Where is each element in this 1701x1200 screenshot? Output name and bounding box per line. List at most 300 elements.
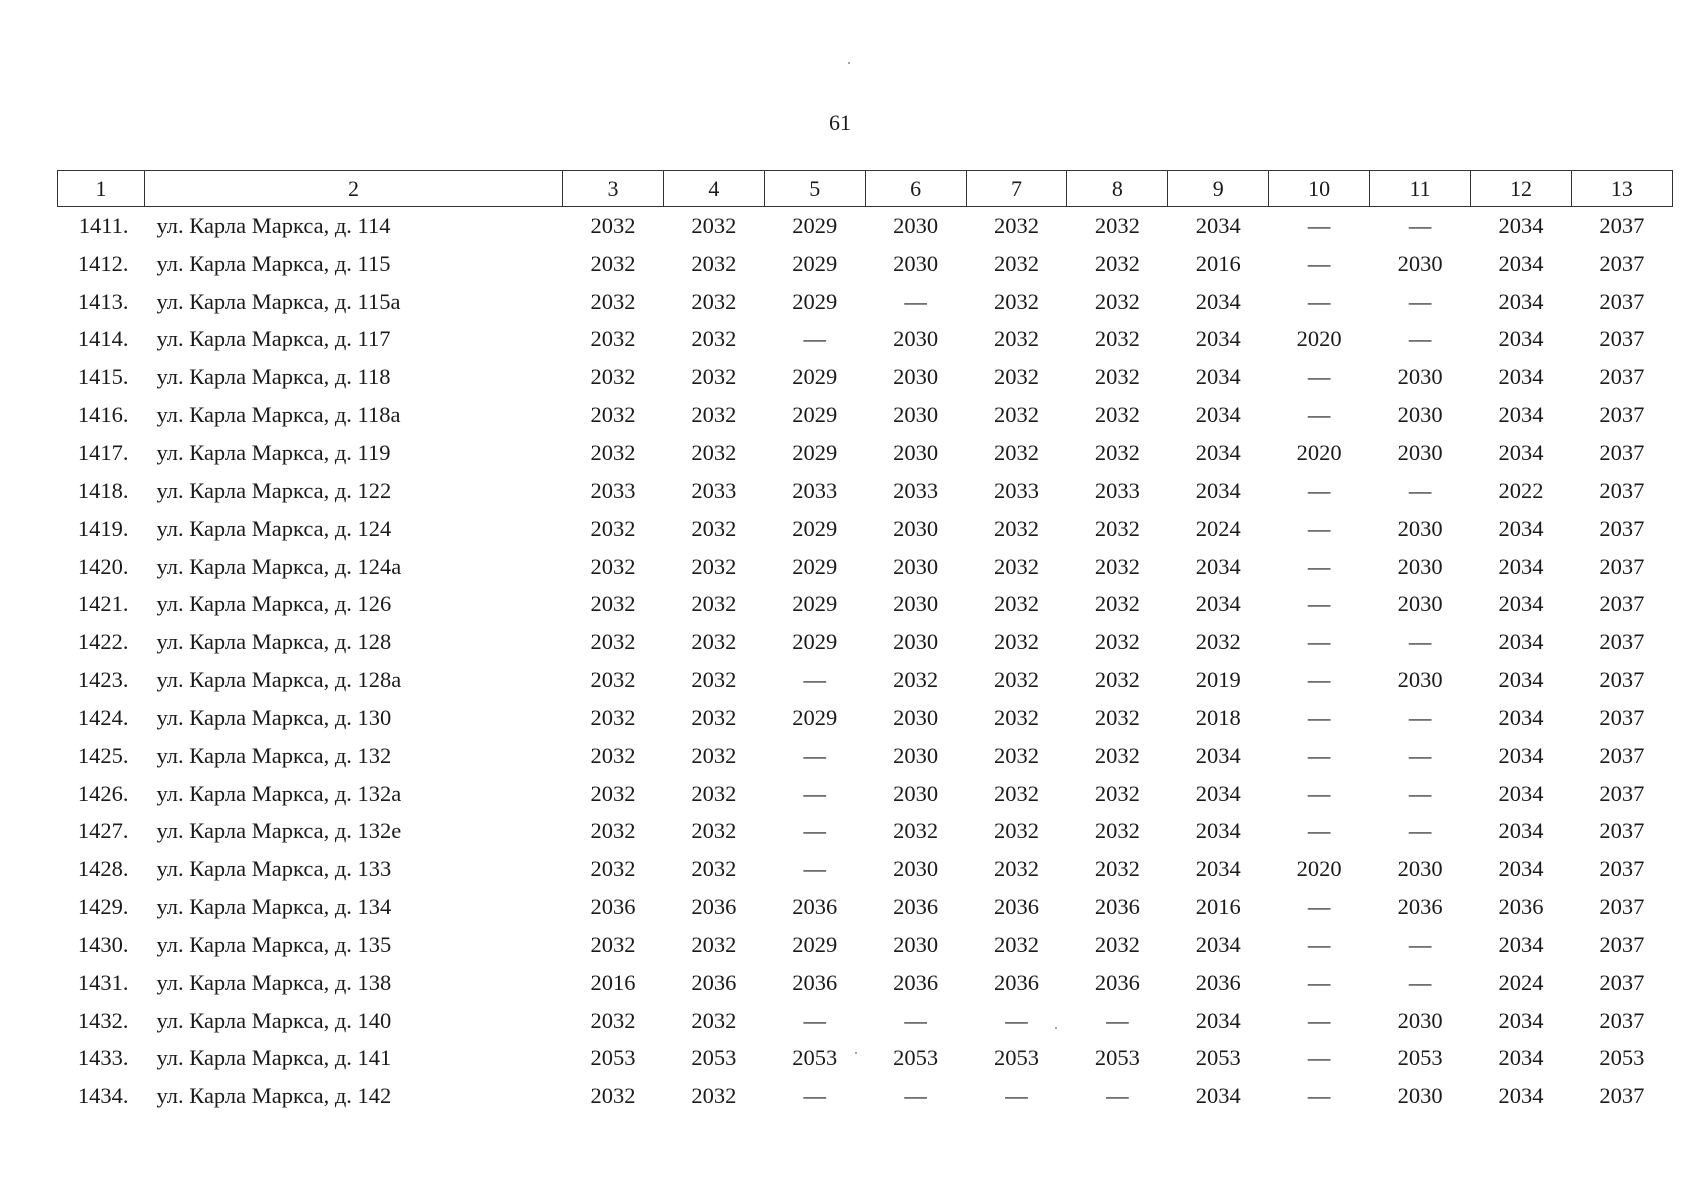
row-year-cell: 2036	[1195, 969, 1241, 995]
row-year-cell: 2032	[691, 364, 737, 390]
table-row	[58, 472, 1673, 510]
row-year-cell: 2034	[1498, 1007, 1544, 1033]
row-year-cell: —	[1408, 780, 1432, 806]
row-year-cell: 2034	[1498, 856, 1544, 882]
row-year-cell: 2032	[994, 856, 1039, 882]
row-year-cell: —	[803, 1083, 826, 1109]
row-year-cell: 2029	[792, 212, 838, 238]
row-number: 1423.	[77, 667, 129, 693]
table-row	[58, 396, 1673, 434]
row-year-cell: 2030	[893, 553, 939, 579]
row-year-cell: —	[1307, 250, 1331, 276]
row-year-cell: 2032	[691, 553, 737, 579]
row-year-cell: 2032	[994, 515, 1039, 541]
row-year-cell: 2029	[792, 515, 838, 541]
row-year-cell: 2024	[1498, 969, 1544, 995]
row-year-cell: —	[1005, 1007, 1028, 1033]
row-number: 1425.	[77, 742, 129, 768]
row-year-cell: —	[1307, 364, 1331, 390]
schedule-table	[57, 170, 1673, 1115]
row-number: 1411.	[78, 212, 129, 238]
column-header: 8	[1067, 171, 1168, 207]
row-year-cell: 2037	[1599, 742, 1645, 768]
row-address: ул. Карла Маркса, д. 141	[156, 1045, 392, 1071]
row-year-cell: 2034	[1195, 1083, 1241, 1109]
row-year-cell: 2034	[1498, 780, 1544, 806]
row-year-cell: 2036	[893, 969, 939, 995]
row-year-cell: —	[1307, 591, 1331, 617]
row-year-cell: 2030	[893, 212, 939, 238]
row-year-cell: 2032	[1094, 402, 1140, 428]
table-row	[58, 1040, 1673, 1078]
row-year-cell: 2032	[590, 742, 636, 768]
row-year-cell: 2034	[1498, 591, 1544, 617]
row-year-cell: 2032	[1094, 931, 1140, 957]
row-year-cell: 2053	[691, 1045, 737, 1071]
table-row	[58, 1077, 1673, 1115]
row-year-cell: 2032	[691, 629, 737, 655]
row-year-cell: —	[1408, 477, 1432, 503]
table-header-row	[58, 171, 1673, 207]
row-year-cell: 2037	[1599, 288, 1645, 314]
row-year-cell: 2036	[1094, 969, 1140, 995]
row-year-cell: 2032	[590, 326, 636, 352]
row-address: ул. Карла Маркса, д. 142	[156, 1083, 392, 1109]
row-year-cell: —	[1307, 553, 1331, 579]
row-year-cell: 2030	[1397, 667, 1443, 693]
row-year-cell: 2032	[691, 1083, 737, 1109]
row-year-cell: 2032	[691, 780, 737, 806]
row-year-cell: 2033	[792, 477, 838, 503]
row-year-cell: 2053	[1397, 1045, 1443, 1071]
row-year-cell: 2034	[1498, 439, 1544, 465]
row-year-cell: —	[1408, 326, 1432, 352]
scan-speck	[1055, 1027, 1057, 1029]
row-address: ул. Карла Маркса, д. 132а	[156, 780, 402, 806]
row-year-cell: 2032	[994, 553, 1039, 579]
row-number: 1427.	[77, 818, 129, 844]
row-year-cell: 2030	[1397, 250, 1443, 276]
row-year-cell: 2032	[1094, 629, 1140, 655]
row-year-cell: 2032	[893, 818, 939, 844]
row-year-cell: 2036	[994, 969, 1039, 995]
row-year-cell: 2032	[994, 704, 1039, 730]
row-year-cell: 2032	[691, 856, 737, 882]
row-year-cell: 2037	[1599, 818, 1645, 844]
row-year-cell: 2032	[590, 515, 636, 541]
table-row	[58, 775, 1673, 813]
table-row	[58, 434, 1673, 472]
row-year-cell: 2032	[994, 667, 1039, 693]
row-year-cell: 2037	[1599, 250, 1645, 276]
row-year-cell: 2053	[1195, 1045, 1241, 1071]
row-year-cell: 2034	[1498, 629, 1544, 655]
row-year-cell: 2037	[1599, 780, 1645, 806]
row-year-cell: 2032	[994, 818, 1039, 844]
row-year-cell: 2020	[1296, 856, 1342, 882]
row-year-cell: —	[1307, 969, 1331, 995]
row-year-cell: 2036	[691, 969, 737, 995]
row-number: 1417.	[77, 439, 129, 465]
row-year-cell: 2034	[1498, 402, 1544, 428]
row-year-cell: —	[803, 780, 826, 806]
row-address: ул. Карла Маркса, д. 140	[156, 1007, 392, 1033]
table-row	[58, 321, 1673, 359]
row-year-cell: 2033	[1094, 477, 1140, 503]
row-year-cell: 2037	[1599, 629, 1645, 655]
table-row	[58, 245, 1673, 283]
row-year-cell: 2034	[1195, 212, 1241, 238]
column-header: 5	[764, 171, 865, 207]
row-number: 1429.	[77, 894, 129, 920]
row-year-cell: 2032	[1094, 704, 1140, 730]
row-address: ул. Карла Маркса, д. 135	[156, 931, 392, 957]
row-number: 1428.	[77, 856, 129, 882]
row-year-cell: 2032	[994, 591, 1039, 617]
row-year-cell: 2029	[792, 402, 838, 428]
row-year-cell: 2032	[590, 667, 636, 693]
row-year-cell: 2032	[1094, 553, 1140, 579]
row-year-cell: —	[1307, 212, 1331, 238]
row-year-cell: 2032	[590, 931, 636, 957]
row-address: ул. Карла Маркса, д. 134	[156, 894, 392, 920]
row-year-cell: 2037	[1599, 402, 1645, 428]
row-year-cell: 2037	[1599, 969, 1645, 995]
row-number: 1431.	[77, 969, 129, 995]
row-year-cell: 2030	[893, 364, 939, 390]
row-year-cell: 2037	[1599, 553, 1645, 579]
row-year-cell: 2034	[1195, 477, 1241, 503]
row-address: ул. Карла Маркса, д. 115	[156, 250, 391, 276]
row-year-cell: —	[1408, 931, 1432, 957]
row-year-cell: —	[1307, 894, 1331, 920]
row-year-cell: 2037	[1599, 477, 1645, 503]
row-year-cell: 2053	[792, 1045, 838, 1071]
row-number: 1430.	[77, 931, 129, 957]
row-year-cell: 2034	[1498, 515, 1544, 541]
row-year-cell: —	[803, 326, 826, 352]
row-year-cell: 2019	[1195, 667, 1241, 693]
row-year-cell: 2034	[1195, 931, 1241, 957]
row-address: ул. Карла Маркса, д. 138	[156, 969, 392, 995]
row-number: 1434.	[77, 1083, 129, 1109]
row-year-cell: —	[803, 667, 826, 693]
row-address: ул. Карла Маркса, д. 126	[156, 591, 392, 617]
row-year-cell: 2032	[590, 1007, 636, 1033]
column-header: 2	[145, 171, 563, 207]
row-year-cell: 2032	[691, 402, 737, 428]
row-year-cell: 2030	[893, 591, 939, 617]
row-address: ул. Карла Маркса, д. 117	[156, 326, 391, 352]
column-header: 10	[1269, 171, 1370, 207]
row-year-cell: 2032	[1094, 742, 1140, 768]
row-number: 1416.	[77, 402, 129, 428]
row-year-cell: 2053	[590, 1045, 636, 1071]
row-year-cell: 2032	[691, 212, 737, 238]
row-year-cell: 2034	[1195, 326, 1241, 352]
row-year-cell: 2034	[1498, 288, 1544, 314]
row-year-cell: —	[1307, 402, 1331, 428]
row-year-cell: 2032	[691, 515, 737, 541]
row-year-cell: 2033	[994, 477, 1039, 503]
row-year-cell: —	[1307, 780, 1331, 806]
row-year-cell: —	[1307, 667, 1331, 693]
row-address: ул. Карла Маркса, д. 132е	[156, 818, 402, 844]
row-year-cell: 2037	[1599, 591, 1645, 617]
page-number: 61	[829, 110, 851, 135]
column-header: 13	[1571, 171, 1672, 207]
row-address: ул. Карла Маркса, д. 128	[156, 629, 392, 655]
row-address: ул. Карла Маркса, д. 133	[156, 856, 392, 882]
row-year-cell: 2030	[1397, 1083, 1443, 1109]
row-year-cell: 2033	[691, 477, 737, 503]
row-year-cell: 2029	[792, 250, 838, 276]
row-year-cell: 2032	[590, 553, 636, 579]
row-year-cell: 2032	[1094, 288, 1140, 314]
table-row	[58, 661, 1673, 699]
row-year-cell: 2030	[893, 704, 939, 730]
row-number: 1420.	[77, 553, 129, 579]
row-address: ул. Карла Маркса, д. 128а	[156, 667, 402, 693]
row-year-cell: 2032	[994, 931, 1039, 957]
row-year-cell: 2030	[1397, 553, 1443, 579]
row-address: ул. Карла Маркса, д. 115а	[156, 288, 401, 314]
row-address: ул. Карла Маркса, д. 118а	[156, 402, 401, 428]
row-year-cell: —	[1307, 288, 1331, 314]
column-header: 11	[1370, 171, 1471, 207]
row-year-cell: 2037	[1599, 931, 1645, 957]
row-year-cell: 2029	[792, 629, 838, 655]
row-year-cell: 2032	[1094, 591, 1140, 617]
row-address: ул. Карла Маркса, д. 119	[156, 439, 391, 465]
row-year-cell: 2037	[1599, 364, 1645, 390]
column-header: 6	[865, 171, 966, 207]
row-year-cell: 2032	[691, 326, 737, 352]
row-year-cell: 2033	[590, 477, 636, 503]
row-year-cell: —	[803, 818, 826, 844]
row-year-cell: 2032	[994, 402, 1039, 428]
table-row	[58, 207, 1673, 245]
row-year-cell: —	[803, 1007, 826, 1033]
row-number: 1422.	[77, 629, 129, 655]
row-year-cell: 2032	[691, 439, 737, 465]
row-year-cell: 2036	[792, 969, 838, 995]
row-number: 1419.	[77, 515, 129, 541]
row-year-cell: 2037	[1599, 212, 1645, 238]
table-row	[58, 888, 1673, 926]
row-number: 1414.	[77, 326, 129, 352]
row-year-cell: 2032	[1094, 326, 1140, 352]
row-year-cell: 2034	[1498, 1045, 1544, 1071]
row-year-cell: 2032	[590, 856, 636, 882]
row-year-cell: 2032	[590, 1083, 636, 1109]
row-year-cell: 2032	[893, 667, 939, 693]
row-year-cell: 2032	[994, 250, 1039, 276]
row-year-cell: 2029	[792, 931, 838, 957]
row-year-cell: 2030	[1397, 515, 1443, 541]
row-year-cell: 2034	[1195, 553, 1241, 579]
row-year-cell: —	[1307, 1007, 1331, 1033]
row-year-cell: 2032	[590, 402, 636, 428]
table-row	[58, 1002, 1673, 1040]
row-year-cell: 2032	[691, 591, 737, 617]
row-year-cell: 2032	[590, 629, 636, 655]
row-year-cell: 2030	[893, 250, 939, 276]
column-header: 7	[966, 171, 1067, 207]
row-year-cell: 2034	[1498, 553, 1544, 579]
row-year-cell: 2029	[792, 288, 838, 314]
row-year-cell: 2036	[792, 894, 838, 920]
row-year-cell: 2030	[1397, 856, 1443, 882]
row-year-cell: 2032	[590, 439, 636, 465]
row-year-cell: 2032	[994, 742, 1039, 768]
row-year-cell: 2032	[691, 704, 737, 730]
row-year-cell: 2036	[893, 894, 939, 920]
row-year-cell: 2053	[994, 1045, 1039, 1071]
row-year-cell: —	[1408, 629, 1432, 655]
table-row	[58, 964, 1673, 1002]
row-year-cell: 2036	[994, 894, 1039, 920]
scan-speck	[855, 1052, 857, 1054]
table-row	[58, 737, 1673, 775]
row-year-cell: 2032	[691, 288, 737, 314]
row-year-cell: 2034	[1498, 742, 1544, 768]
row-year-cell: 2053	[1094, 1045, 1140, 1071]
row-year-cell: 2032	[590, 288, 636, 314]
column-header: 3	[563, 171, 664, 207]
row-number: 1412.	[77, 250, 129, 276]
row-year-cell: 2032	[590, 704, 636, 730]
row-year-cell: 2034	[1195, 439, 1241, 465]
row-year-cell: 2034	[1195, 780, 1241, 806]
row-address: ул. Карла Маркса, д. 132	[156, 742, 392, 768]
row-year-cell: 2020	[1296, 439, 1342, 465]
row-year-cell: 2034	[1498, 704, 1544, 730]
row-year-cell: 2034	[1195, 591, 1241, 617]
row-year-cell: 2032	[1094, 439, 1140, 465]
row-year-cell: —	[1005, 1083, 1028, 1109]
row-year-cell: 2029	[792, 591, 838, 617]
row-year-cell: 2036	[1094, 894, 1140, 920]
row-year-cell: —	[1408, 704, 1432, 730]
row-year-cell: 2032	[691, 250, 737, 276]
row-year-cell: 2016	[1195, 894, 1241, 920]
row-year-cell: —	[1408, 969, 1432, 995]
row-year-cell: 2034	[1498, 1083, 1544, 1109]
row-year-cell: 2034	[1498, 667, 1544, 693]
row-number: 1418.	[77, 477, 129, 503]
row-year-cell: 2037	[1599, 439, 1645, 465]
row-year-cell: 2034	[1498, 250, 1544, 276]
row-year-cell: —	[1307, 742, 1331, 768]
row-year-cell: —	[1307, 704, 1331, 730]
row-year-cell: 2032	[590, 212, 636, 238]
row-year-cell: 2020	[1296, 326, 1342, 352]
row-year-cell: 2030	[893, 856, 939, 882]
table-row	[58, 813, 1673, 851]
row-number: 1424.	[77, 704, 129, 730]
row-number: 1426.	[77, 780, 129, 806]
row-number: 1413.	[77, 288, 129, 314]
row-year-cell: —	[1307, 629, 1331, 655]
column-header: 4	[663, 171, 764, 207]
row-year-cell: 2032	[590, 818, 636, 844]
row-year-cell: 2032	[994, 288, 1039, 314]
row-year-cell: —	[803, 856, 826, 882]
row-year-cell: 2030	[1397, 591, 1443, 617]
row-year-cell: 2032	[994, 212, 1039, 238]
row-year-cell: 2030	[893, 742, 939, 768]
row-year-cell: 2036	[590, 894, 636, 920]
row-year-cell: 2032	[1094, 364, 1140, 390]
row-year-cell: 2024	[1195, 515, 1241, 541]
row-year-cell: 2032	[994, 439, 1039, 465]
row-year-cell: 2032	[994, 326, 1039, 352]
row-year-cell: 2016	[590, 969, 636, 995]
row-year-cell: 2032	[1094, 515, 1140, 541]
row-year-cell: 2032	[590, 364, 636, 390]
row-number: 1421.	[77, 591, 129, 617]
row-address: ул. Карла Маркса, д. 122	[156, 477, 392, 503]
row-address: ул. Карла Маркса, д. 124	[156, 515, 392, 541]
row-year-cell: 2032	[994, 780, 1039, 806]
row-year-cell: 2029	[792, 364, 838, 390]
row-year-cell: 2034	[1195, 1007, 1241, 1033]
table-row	[58, 850, 1673, 888]
table-row	[58, 623, 1673, 661]
row-year-cell: —	[1307, 1045, 1331, 1071]
row-year-cell: 2032	[1094, 818, 1140, 844]
row-year-cell: —	[1307, 1083, 1331, 1109]
table-body	[58, 207, 1673, 1116]
row-year-cell: 2032	[590, 250, 636, 276]
row-year-cell: 2032	[1195, 629, 1241, 655]
row-year-cell: 2034	[1195, 818, 1241, 844]
row-year-cell: 2037	[1599, 894, 1645, 920]
row-year-cell: 2036	[1397, 894, 1443, 920]
row-year-cell: 2037	[1599, 667, 1645, 693]
row-year-cell: 2022	[1498, 477, 1544, 503]
row-year-cell: 2030	[893, 780, 939, 806]
row-year-cell: 2053	[893, 1045, 939, 1071]
row-year-cell: —	[1307, 477, 1331, 503]
row-year-cell: 2032	[994, 364, 1039, 390]
row-year-cell: 2030	[1397, 402, 1443, 428]
row-year-cell: 2018	[1195, 704, 1241, 730]
row-year-cell: —	[1408, 742, 1432, 768]
row-year-cell: 2030	[893, 515, 939, 541]
row-year-cell: —	[1106, 1083, 1129, 1109]
row-year-cell: 2032	[994, 629, 1039, 655]
row-year-cell: —	[1307, 515, 1331, 541]
row-year-cell: 2034	[1498, 212, 1544, 238]
row-year-cell: 2033	[893, 477, 939, 503]
row-year-cell: 2034	[1195, 742, 1241, 768]
row-year-cell: 2036	[1498, 894, 1544, 920]
row-number: 1432.	[77, 1007, 129, 1033]
row-year-cell: 2032	[1094, 212, 1140, 238]
row-year-cell: —	[904, 1007, 927, 1033]
row-year-cell: 2034	[1498, 326, 1544, 352]
column-header: 1	[58, 171, 145, 207]
row-year-cell: 2032	[1094, 250, 1140, 276]
row-year-cell: 2032	[691, 742, 737, 768]
row-number: 1433.	[77, 1045, 129, 1071]
column-header: 9	[1168, 171, 1269, 207]
row-year-cell: 2034	[1498, 818, 1544, 844]
row-year-cell: 2029	[792, 553, 838, 579]
row-year-cell: 2030	[1397, 439, 1443, 465]
